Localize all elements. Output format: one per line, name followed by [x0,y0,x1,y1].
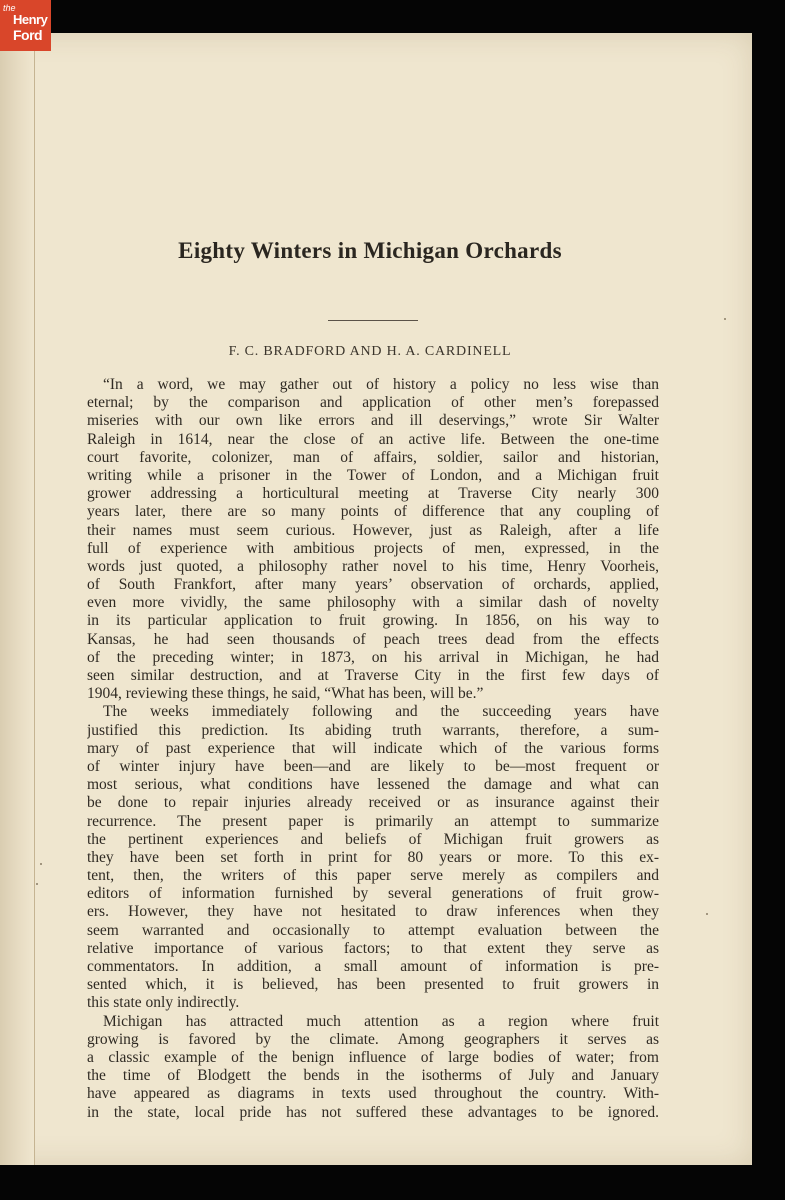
logo-text-henry: Henry [13,12,48,27]
body-line: their names must seem curious. However, just as Raleigh, after a life [87,521,659,539]
body-line: of winter injury have been—and are likely to be—most frequent or [87,757,659,775]
body-line: ers. However, they have not hesitated to draw inferences when they [87,903,659,921]
logo-text-ford: Ford [13,27,43,43]
article-title: Eighty Winters in Michigan Orchards [178,238,562,263]
body-line: tent, then, the writers of this paper serve merely as compilers and [87,867,659,885]
body-line: years later, there are so many points of difference that any coupling of [87,503,659,521]
body-line: relative importance of various factors; to that extent they serve as [87,939,659,957]
paper-speck [724,318,726,320]
body-line: recurrence. The present paper is primarily an attempt to summarize [87,812,659,830]
body-line: of the preceding winter; in 1873, on his arrival in Michigan, he had [87,648,659,666]
body-line: full of experience with ambitious projects of men, expressed, in the [87,539,659,557]
logo-text-the: the [3,3,16,13]
body-line: this state only indirectly. [87,994,240,1012]
body-line: The weeks immediately following and the succeeding years have [103,703,659,721]
body-line: seen similar destruction, and at Traverse City in the first few days of [87,667,659,684]
body-line: 1904, reviewing these things, he said, “What has been, will be.” [87,685,484,703]
body-line: editors of information furnished by several generations of fruit grow- [87,885,659,903]
henry-ford-logo [0,0,51,51]
body-line: justified this prediction. Its abiding truth warrants, therefore, a sum- [87,721,659,739]
body-line: grower addressing a horticultural meeting at Traverse City nearly 300 [87,485,659,503]
body-line: growing is favored by the climate. Among geographers it serves as [87,1030,659,1048]
body-line: they have been set forth in print for 80 years or more. To this ex- [87,848,659,866]
body-line: words just quoted, a philosophy rather novel to his time, Henry Voorheis, [87,557,659,575]
paper-speck [706,913,708,915]
body-line: be done to repair injuries already received or as insurance against their [87,794,659,812]
body-line: Raleigh in 1614, near the close of an active life. Between the one-time [87,430,659,448]
body-line: a classic example of the benign influence of large bodies of water; from [87,1048,659,1066]
body-line: of South Frankfort, after many years’ observation of orchards, applied, [87,576,659,594]
body-line: commentators. In addition, a small amount of information is pre- [87,958,659,975]
book-page [0,33,752,1165]
body-line: in the state, local pride has not suffered these advantages to be ignored. [87,1103,659,1121]
paper-speck [40,863,42,865]
body-line: most serious, what conditions have lessened the damage and what can [87,776,659,794]
body-line: writing while a prisoner in the Tower of London, and a Michigan fruit [87,466,659,484]
body-line: “In a word, we may gather out of history a policy no less wise than [103,376,659,393]
body-line: have appeared as diagrams in texts used throughout the country. With- [87,1085,659,1103]
body-line: mary of past experience that will indicate which of the various forms [87,739,659,757]
body-line: eternal; by the comparison and application of other men’s forepassed [87,394,659,412]
show-through-header [195,121,615,136]
body-line: court favorite, colonizer, man of affairs, soldier, sailor and historian, [87,448,659,466]
body-line: seem warranted and occasionally to attempt evaluation between the [87,921,659,939]
body-line: the time of Blodgett the bends in the isotherms of July and January [87,1067,659,1085]
page-gutter [0,33,35,1165]
title-divider [328,320,418,321]
paper-speck [36,883,38,885]
body-line: sented which, it is believed, has been presented to fruit growers in [87,976,659,994]
article-body [87,376,659,1122]
article-authors: F. C. BRADFORD AND H. A. CARDINELL [228,344,512,359]
body-line: Michigan has attracted much attention as a region where fruit [103,1012,659,1030]
body-line: the pertinent experiences and beliefs of Michigan fruit growers as [87,830,659,848]
body-line: even more vividly, the same philosophy with a similar dash of novelty [87,594,659,612]
body-line: in its particular application to fruit growing. In 1856, on his way to [87,612,659,630]
body-line: miseries with our own like errors and ill deservings,” wrote Sir Walter [87,412,659,430]
body-line: Kansas, he had seen thousands of peach trees dead from the effects [87,630,659,648]
